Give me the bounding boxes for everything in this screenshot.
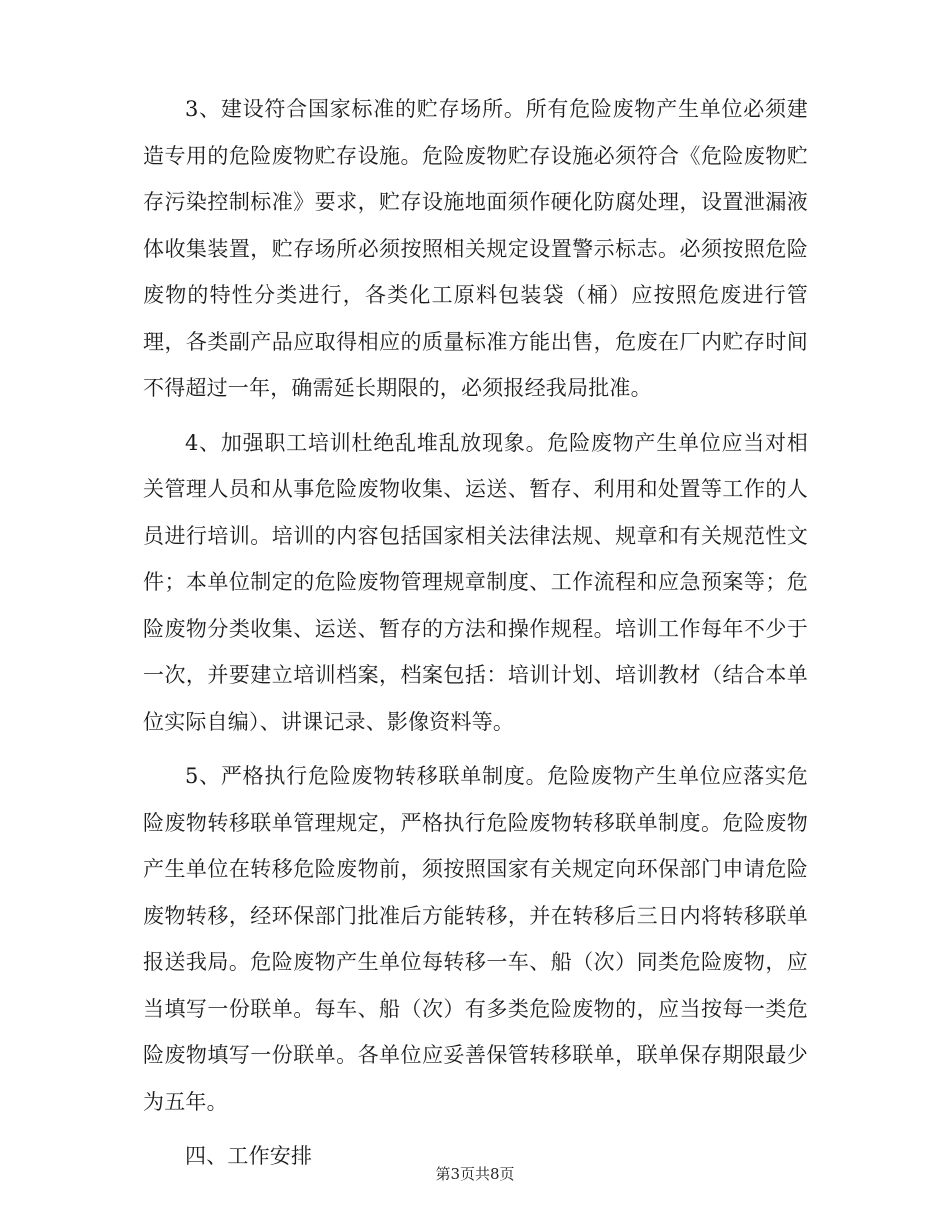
section-heading-work-arrangement: 四、工作安排	[185, 1144, 313, 1168]
page-number-footer: 第3页共8页	[435, 1165, 515, 1183]
paragraph-staff-training: 4、加强职工培训杜绝乱堆乱放现象。危险废物产生单位应当对相关管理人员和从事危险废物收集、运送、暂存、利用和处置等工作的人员进行培训。培训的内容包括国家相关法律法规、规章和有关规范性文件；本单位制定的危险废物管理规章制度、工作流程和应急预案等；危险废物分类收集、运送、暂存的方法和操作规程。培训工作每年不少于一次，并要建立培训档案，档案包括：培训计划、培训教材（结合本单位实际自编）、讲课记录、影像资料等。	[143, 430, 808, 734]
paragraph-storage-facilities: 3、建设符合国家标准的贮存场所。所有危险废物产生单位必须建造专用的危险废物贮存设施。危险废物贮存设施必须符合《危险废物贮存污染控制标准》要求，贮存设施地面须作硬化防腐处理，设置泄漏液体收集装置，贮存场所必须按照相关规定设置警示标志。必须按照危险废物的特性分类进行，各类化工原料包装袋（桶）应按照危废进行管理，各类副产品应取得相应的质量标准方能出售，危废在厂内贮存时间不得超过一年，确需延长期限的，必须报经我局批准。	[143, 97, 808, 400]
document-body	[143, 86, 808, 1180]
paragraph-transfer-manifest: 5、严格执行危险废物转移联单制度。危险废物产生单位应落实危险废物转移联单管理规定，严格执行危险废物转移联单制度。危险废物产生单位在转移危险废物前，须按照国家有关规定向环保部门申请危险废物转移，经环保部门批准后方能转移，并在转移后三日内将转移联单报送我局。危险废物产生单位每转移一车、船（次）同类危险废物，应当填写一份联单。每车、船（次）有多类危险废物的，应当按每一类危险废物填写一份联单。各单位应妥善保管转移联单，联单保存期限最少为五年。	[143, 764, 808, 1114]
